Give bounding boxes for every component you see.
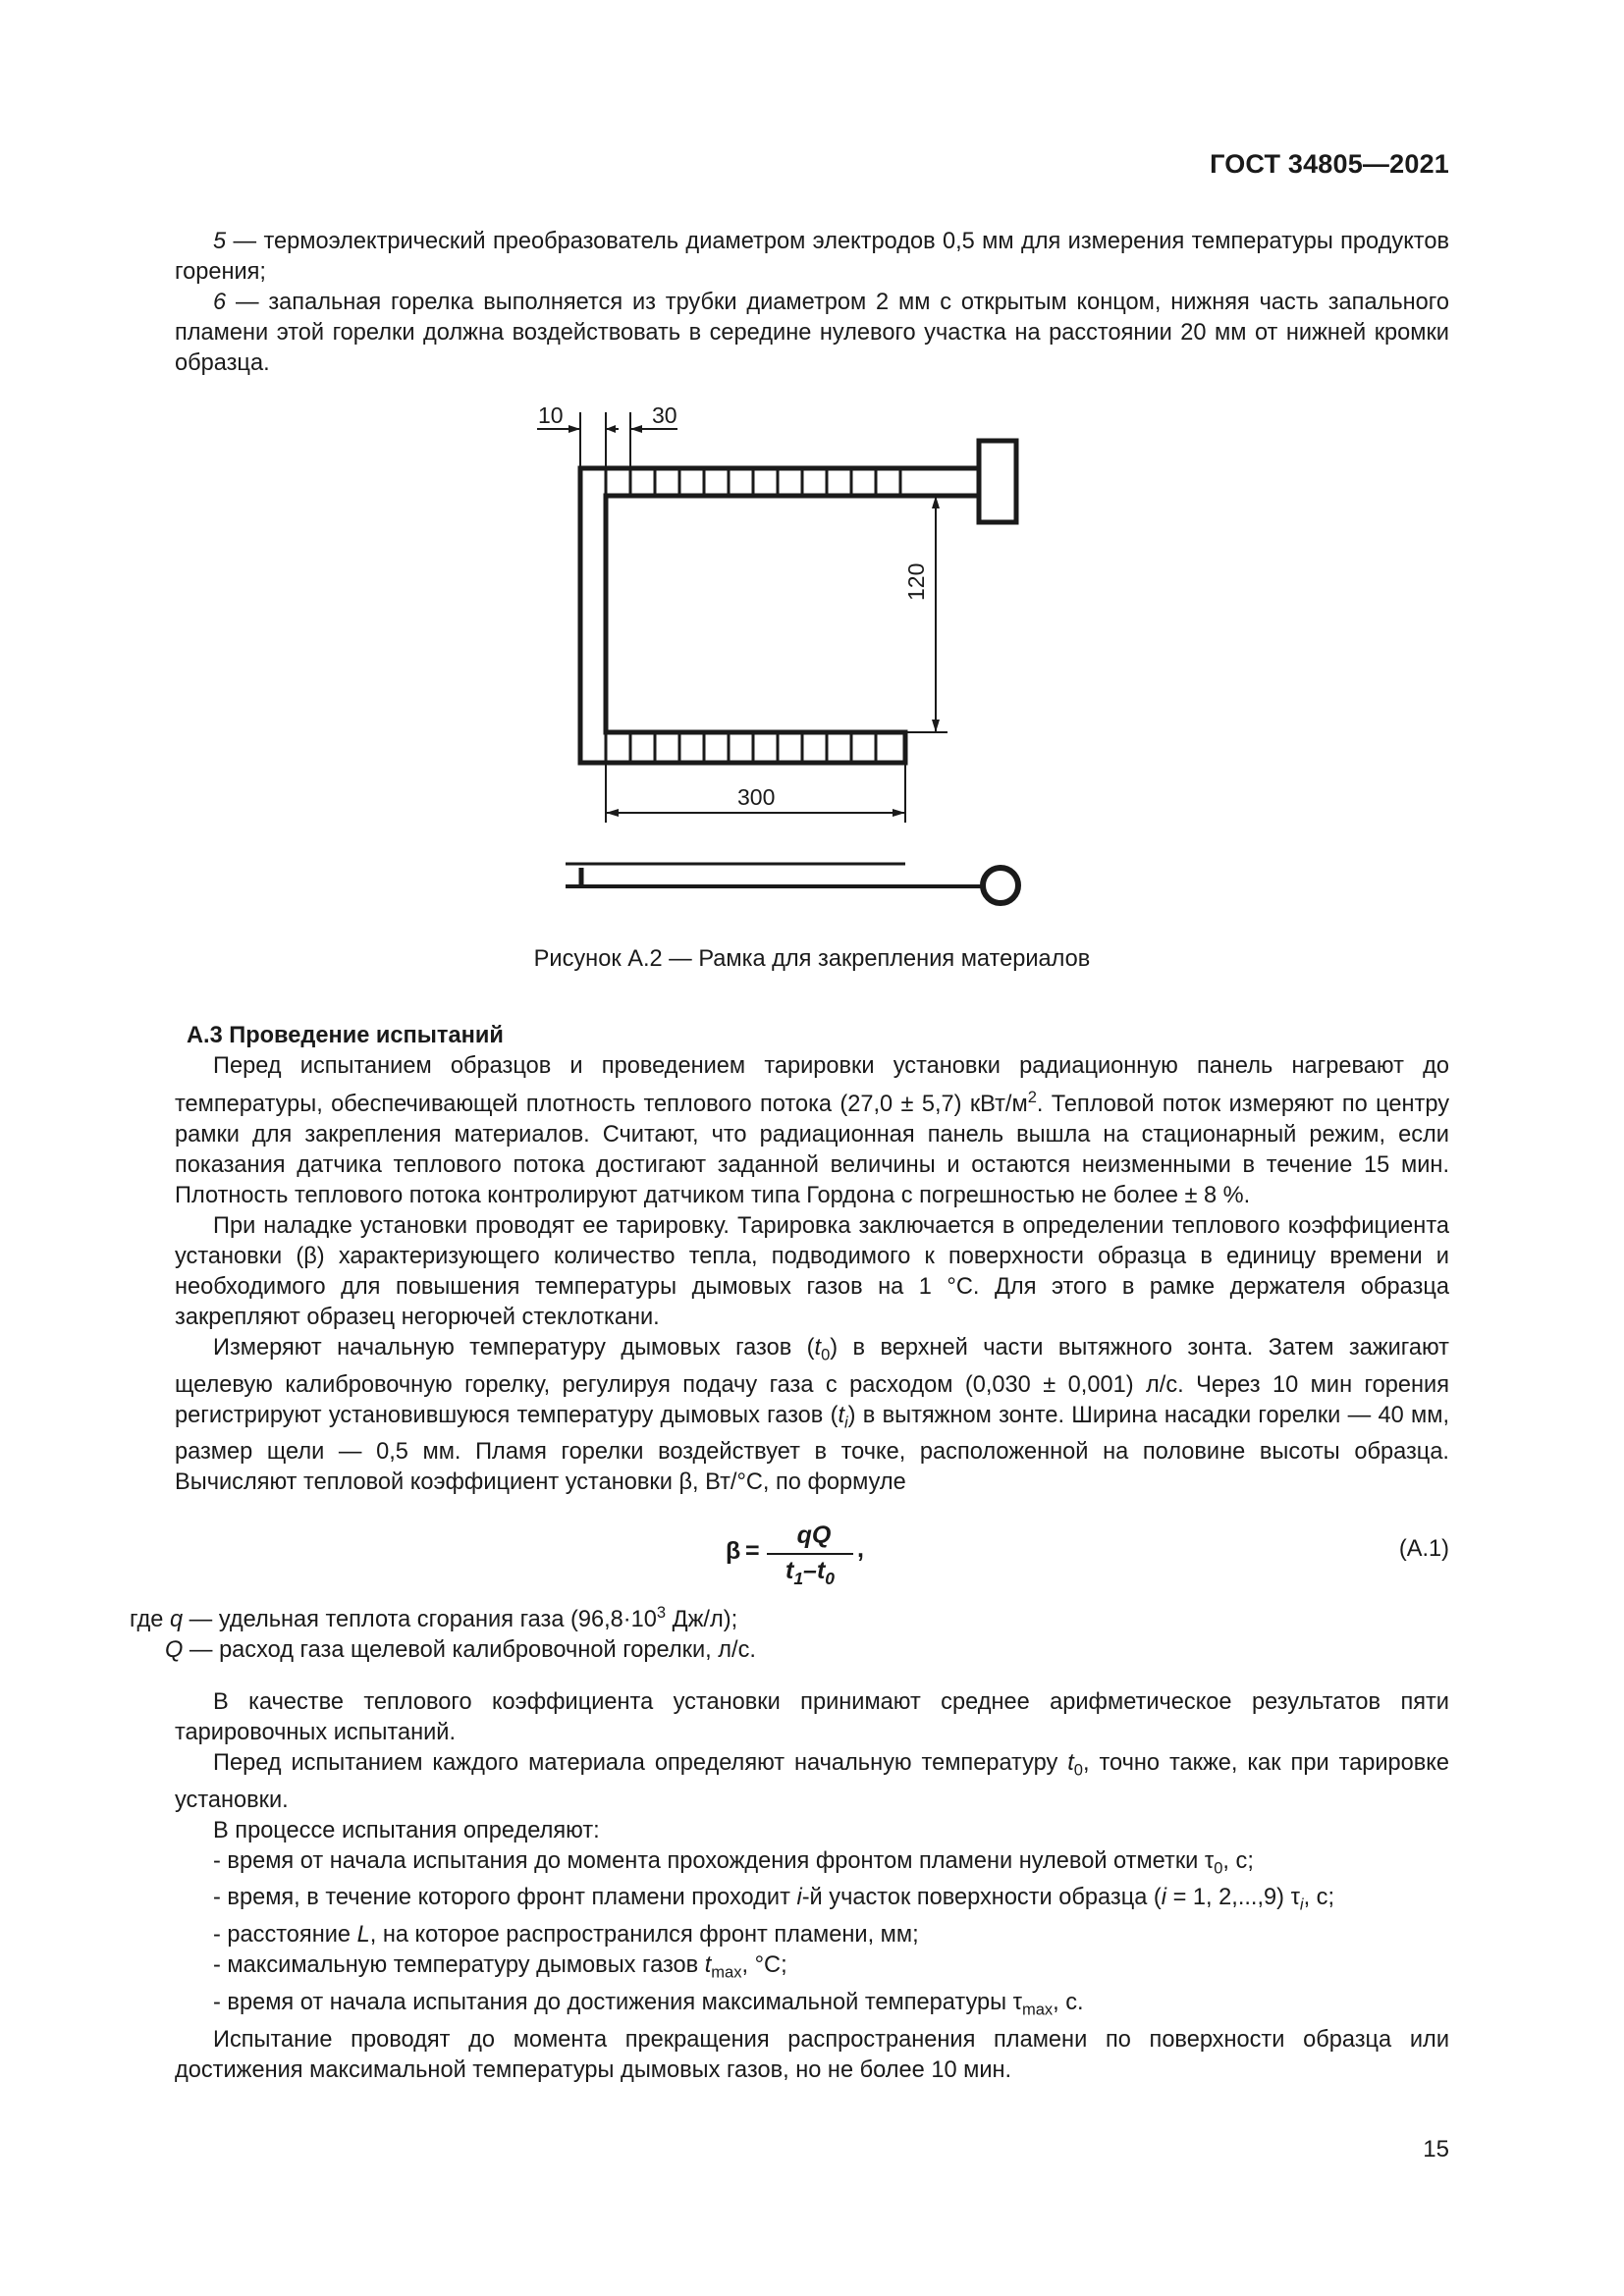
legend-q-text: — удельная теплота сгорания газа (96,8·10 [183,1606,657,1632]
li1-text: - время от начала испытания до момента прохождения фронтом пламени нулевой отметки τ [213,1847,1215,1874]
formula-equals: = [745,1537,760,1565]
li4-sub: max [711,1962,742,1982]
side-view [566,864,1018,903]
height-dimension [903,496,947,732]
p3-text-c: ) в вытяжном зонте. Ширина насадки горелки — 40 мм, размер щели — 0,5 мм. Пламя горелки воздействует в точке, расположенной на половине высоты образца. Вычисляют тепловой коэффициент установки β, Вт/°С, по формуле [175,1402,1450,1496]
li5-text: - время от начала испытания до достижения максимальной температуры τ [213,1989,1022,2015]
dimension-label-30: 30 [652,402,677,428]
li4-end: , °С; [741,1952,787,1979]
list-item-5 [175,1988,1449,2025]
formula-denominator [767,1557,853,1589]
den-t1: t [785,1557,794,1584]
formula-a1 [726,1522,883,1590]
li2-i: i [796,1885,802,1911]
li4-t: t [704,1952,712,1979]
legend-Q-symbol: Q [165,1636,184,1663]
p5-text-b: , точно также, как при тарировке установки. [175,1750,1449,1813]
paragraph-5 [175,1748,1449,1816]
section-paragraph-1 [175,1051,1449,1211]
formula-comma: , [857,1535,864,1563]
figure-caption: Рисунок А.2 — Рамка для закрепления материалов [533,946,1091,972]
den-sub-0: 0 [825,1569,836,1588]
formula-number: (А.1) [1398,1536,1449,1562]
legend-q-end: Дж/л); [666,1606,738,1632]
paragraph-4: В качестве теплового коэффициента установки принимают среднее арифметическое результатов пяти тарировочных испытаний. [175,1689,1449,1745]
frame-outline [580,468,979,763]
dimension-label-120: 120 [903,562,929,601]
formula-legend [130,1597,756,1666]
li2-text-a: - время, в течение которого фронт пламени проходит [213,1885,797,1911]
li2-i2: i [1161,1885,1167,1911]
item-6-text: — запальная горелка выполняется из трубки диаметром 2 мм с открытым концом, нижняя часть запального пламени этой горелки должна воздействовать в середине нулевого участка на расстоянии 20 мм от нижней кромки образца. [175,290,1449,376]
frame-figure [0,0,1624,923]
legend-Q-text: — расход газа щелевой калибровочной горелки, л/с. [183,1636,756,1663]
legend-Q [130,1635,756,1666]
p3-symbol-t0: t [814,1334,822,1361]
p3-sub-i: i [844,1413,848,1432]
legend-q [130,1597,756,1635]
dimension-label-10: 10 [538,402,564,428]
legend-q-symbol: q [170,1606,184,1632]
li5-end: , с. [1053,1989,1084,2015]
section-paragraph-3 [175,1333,1449,1498]
formula-numerator: qQ [796,1522,832,1549]
li2-end: , с; [1303,1885,1335,1911]
p3-sub-0: 0 [821,1345,831,1364]
formula-beta: β [726,1537,741,1565]
li2-text-c: = 1, 2,...,9) τ [1166,1885,1300,1911]
p1-text-rest: . Тепловой поток измеряют по центру рамки для закрепления материалов. Считают, что радиационная панель вышла на стационарный режим, если показания датчика теплового потока достигают заданной величины и остаются неизменными в течение 15 мин. Плотность теплового потока контролируют датчиком типа Гордона с погрешностью не более ± 8 %. [175,1091,1449,1208]
li2-text-b: -й участок поверхности образца ( [801,1885,1162,1911]
li3-text-b: , на которое распространился фронт пламени, мм; [369,1922,919,1949]
p1-superscript: 2 [1027,1088,1037,1106]
legend-q-sup: 3 [656,1603,667,1622]
after-formula-block [175,1687,1449,2086]
list-item-3 [175,1920,1449,1950]
dimension-label-300: 300 [737,784,776,810]
section-a3 [175,1021,1449,1498]
item-5-text: — термоэлектрический преобразователь диаметром электродов 0,5 мм для измерения температуры продуктов горения; [175,229,1449,285]
li2-sub: i [1299,1896,1304,1915]
formula-fraction-bar [767,1553,853,1555]
li3-L: L [356,1922,370,1949]
list-item-2 [175,1883,1449,1920]
paragraph-7: Испытание проводят до момента прекращения распространения пламени по поверхности образца или достижения максимальной температуры дымовых газов, но не более 10 мин. [175,2026,1449,2083]
p3-text-b: ) в верхней части вытяжного зонта. Затем зажигают щелевую калибровочную горелку, регулируя подачу газа с расходом (0,030 ± 0,001) л/с. Через 10 мин горения регистрируют установившуюся температуру дымовых газов ( [175,1334,1449,1428]
frame-handle [979,441,1016,522]
p5-text-a: Перед испытанием каждого материала определяют начальную температуру [213,1750,1068,1776]
paragraph-6: В процессе испытания определяют: [213,1817,600,1843]
p5-sub: 0 [1073,1760,1083,1780]
li4-text-a: - максимальную температуру дымовых газов [213,1952,705,1979]
li5-sub: max [1021,2000,1054,2019]
list-item-1 [175,1846,1449,1884]
p5-symbol-t: t [1067,1750,1074,1776]
den-t0: t [816,1557,826,1584]
li3-text-a: - расстояние [213,1922,357,1949]
legend-prefix: где [130,1606,170,1632]
den-minus: – [803,1557,817,1584]
top-segment-ticks [630,468,900,496]
section-paragraph-2: При наладке установки проводят ее тарировку. Тарировка заключается в определении теплового коэффициента установки (β) характеризующего количество тепла, подводимого к поверхности образца в единицу времени и необходимого для повышения температуры дымовых газов на 1 °С. Для этого в рамке держателя образца закрепляют образец негорючей стеклоткани. [175,1212,1449,1330]
p3-symbol-ti: t [838,1402,844,1428]
page-number: 15 [1423,2136,1449,2163]
li1-sub: 0 [1214,1858,1223,1878]
bottom-segment-ticks [630,732,876,763]
document-header: ГОСТ 34805—2021 [1210,149,1449,179]
item-6-number: 6 [213,290,227,315]
den-sub-1: 1 [793,1569,804,1588]
item-5-number: 5 [213,229,227,254]
li1-end: , с; [1222,1847,1254,1874]
list-item-4 [175,1950,1449,1988]
p3-text-a: Измеряют начальную температуру дымовых газов ( [213,1334,815,1361]
section-title: А.3 Проведение испытаний [187,1023,504,1048]
p1-text: Перед испытанием образцов и проведением тарировки установки радиационную панель нагревают до температуры, обеспечивающей плотность теплового потока (27,0 ± 5,7) кВт/м [175,1053,1449,1117]
